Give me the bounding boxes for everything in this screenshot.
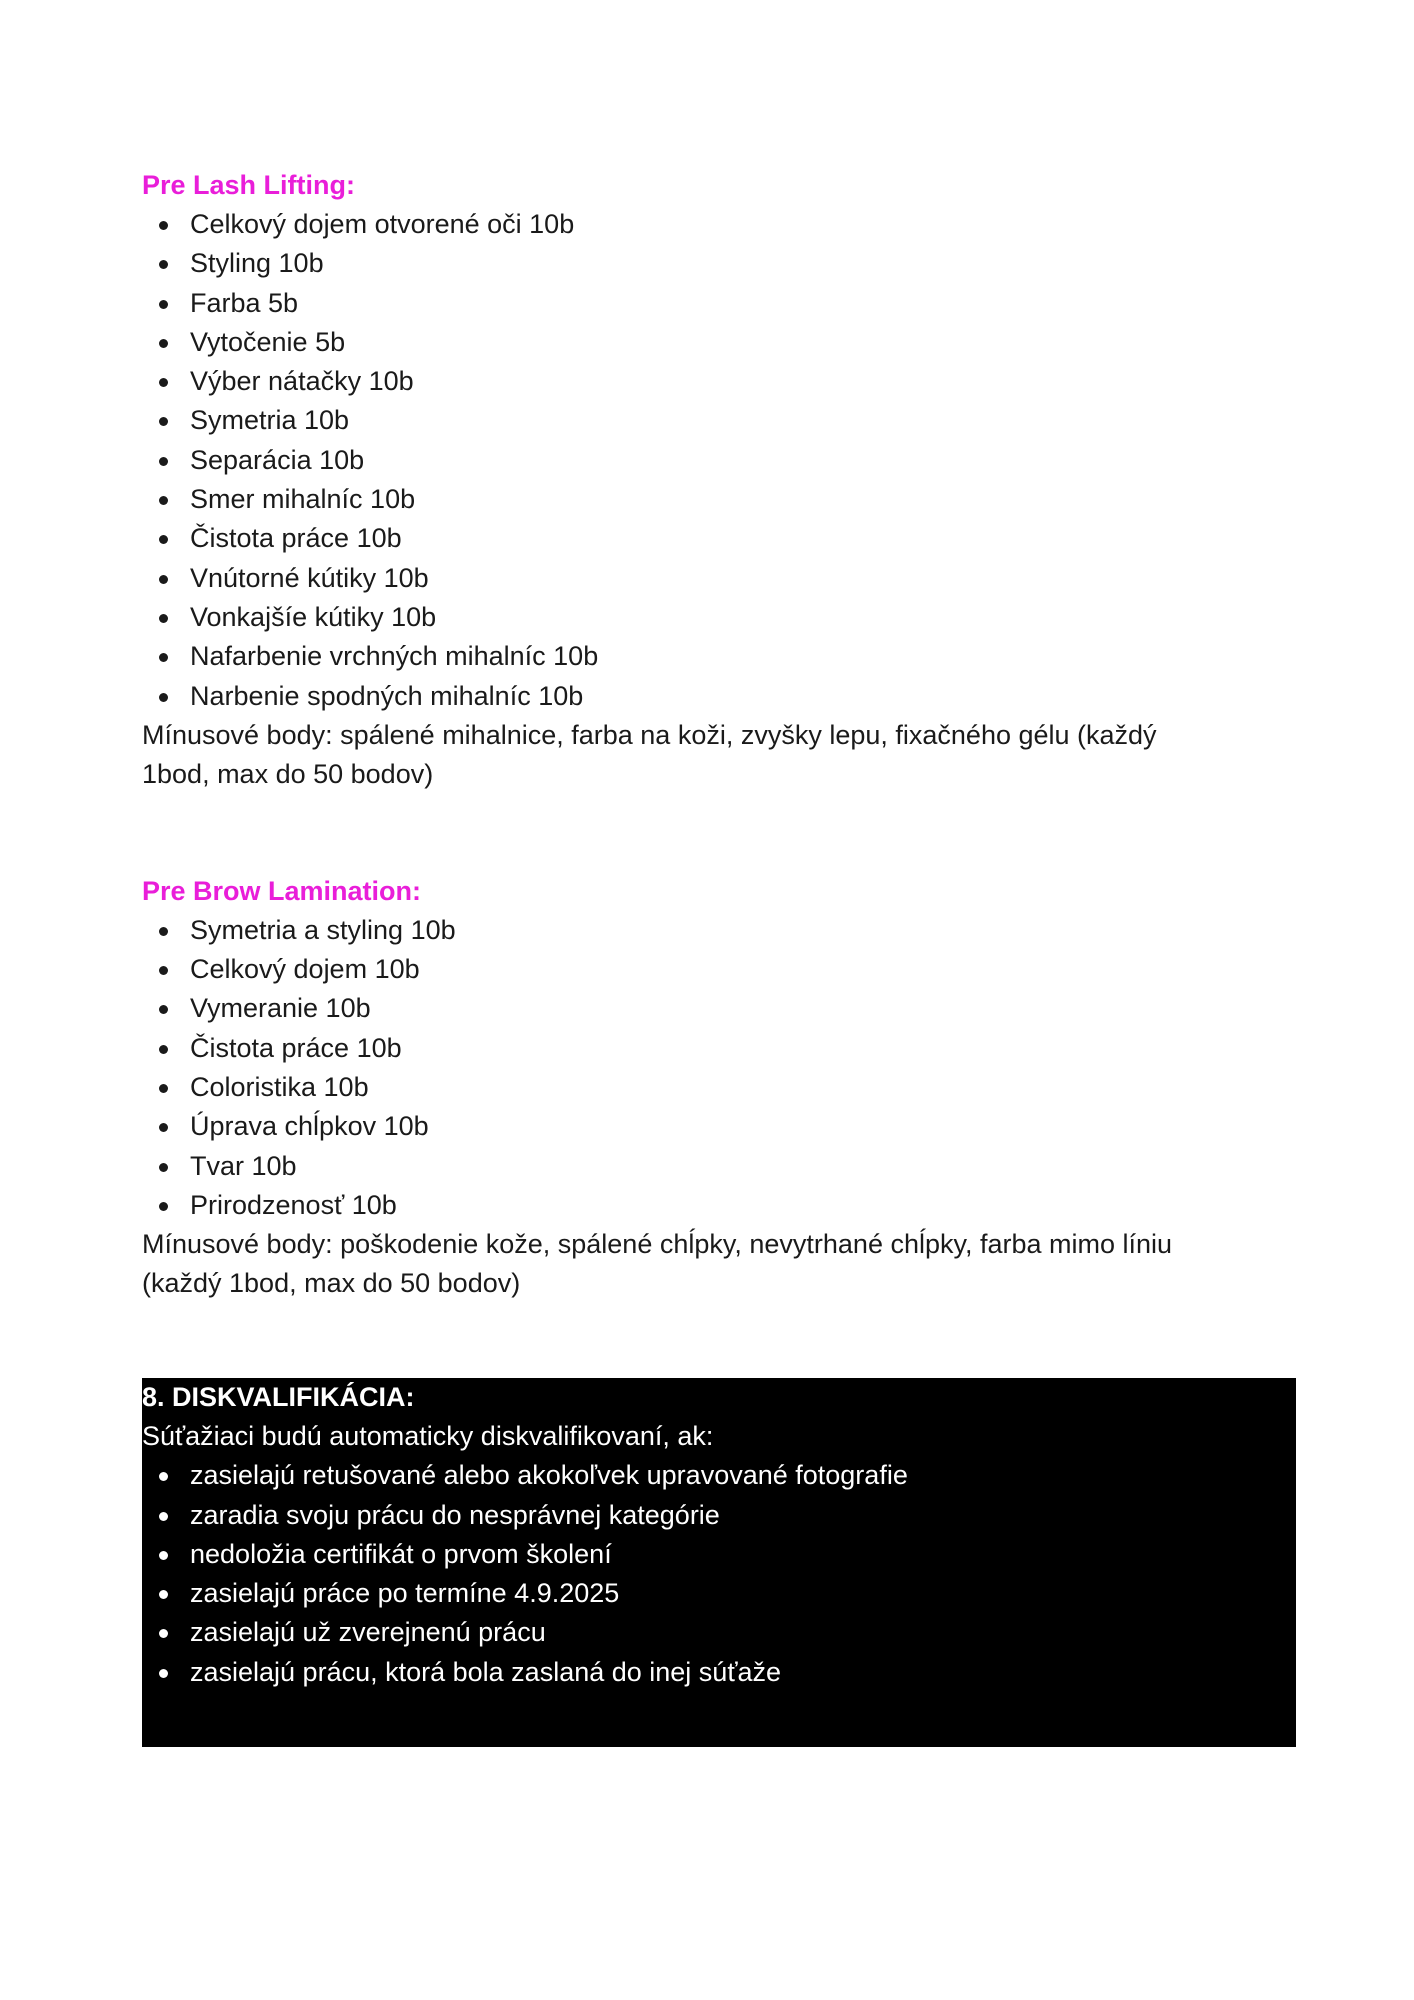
list-item: Čistota práce 10b <box>142 1029 1296 1068</box>
lash-lifting-title: Pre Lash Lifting: <box>142 170 356 200</box>
list-item: nedoložia certifikát o prvom školení <box>142 1535 1296 1574</box>
minus-points-line: 1bod, max do 50 bodov) <box>142 758 434 789</box>
list-item: zasielajú prácu, ktorá bola zaslaná do inej súťaže <box>142 1653 1296 1692</box>
brow-lamination-section <box>142 872 1296 1303</box>
list-item: zasielajú práce po termíne 4.9.2025 <box>142 1574 1296 1613</box>
list-item: zasielajú retušované alebo akokoľvek upravované fotografie <box>142 1456 1296 1495</box>
list-item: Symetria 10b <box>142 401 1296 440</box>
list-item: Vonkajšíe kútiky 10b <box>142 598 1296 637</box>
list-item: Tvar 10b <box>142 1147 1296 1186</box>
minus-points-line: Mínusové body: poškodenie kože, spálené chĺpky, nevytrhané chĺpky, farba mimo líniu <box>142 1229 1173 1260</box>
brow-lamination-list <box>142 911 1296 1225</box>
list-item: Separácia 10b <box>142 441 1296 480</box>
list-item: zaradia svoju prácu do nesprávnej kategórie <box>142 1496 1296 1535</box>
list-item: Smer mihalníc 10b <box>142 480 1296 519</box>
list-item: Prirodzenosť 10b <box>142 1186 1296 1225</box>
lash-lifting-minus-points <box>142 716 1296 794</box>
lash-lifting-list <box>142 205 1296 716</box>
list-item: Vymeranie 10b <box>142 989 1296 1028</box>
list-item: Coloristika 10b <box>142 1068 1296 1107</box>
spacer <box>142 794 1296 872</box>
list-item: Výber nátačky 10b <box>142 362 1296 401</box>
list-item: Farba 5b <box>142 284 1296 323</box>
list-item: Vytočenie 5b <box>142 323 1296 362</box>
list-item: Celkový dojem otvorené oči 10b <box>142 205 1296 244</box>
list-item: Nafarbenie vrchných mihalníc 10b <box>142 637 1296 676</box>
spacer <box>142 1303 1296 1378</box>
brow-lamination-title: Pre Brow Lamination: <box>142 875 422 906</box>
list-item: Narbenie spodných mihalníc 10b <box>142 677 1296 716</box>
disqualification-box <box>142 1378 1296 1747</box>
disqualification-intro: Súťažiaci budú automaticky diskvalifikovaní, ak: <box>142 1421 714 1452</box>
disqualification-list <box>142 1456 1296 1692</box>
list-item: Celkový dojem 10b <box>142 950 1296 989</box>
list-item: Symetria a styling 10b <box>142 911 1296 950</box>
minus-points-line: Mínusové body: spálené mihalnice, farba na koži, zvyšky lepu, fixačného gélu (každý <box>142 719 1157 750</box>
lash-lifting-section <box>142 166 1296 794</box>
list-item: Vnútorné kútiky 10b <box>142 559 1296 598</box>
list-item: Čistota práce 10b <box>142 519 1296 558</box>
minus-points-line: (každý 1bod, max do 50 bodov) <box>142 1268 521 1299</box>
disqualification-title: 8. DISKVALIFIKÁCIA: <box>142 1382 415 1413</box>
document-page <box>142 166 1296 1747</box>
list-item: Styling 10b <box>142 244 1296 283</box>
list-item: Úprava chĺpkov 10b <box>142 1107 1296 1146</box>
brow-lamination-minus-points <box>142 1225 1296 1303</box>
list-item: zasielajú už zverejnenú prácu <box>142 1613 1296 1652</box>
